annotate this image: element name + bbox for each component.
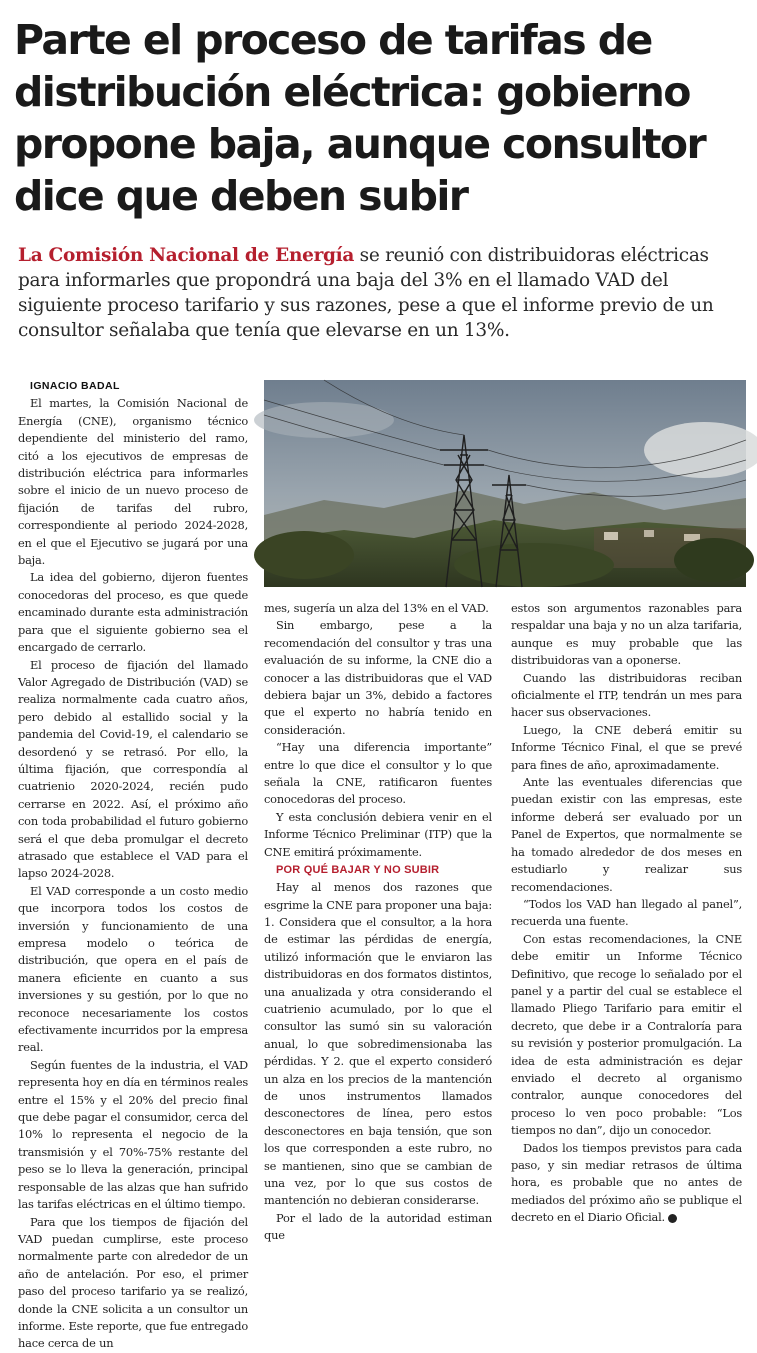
paragraph-final [511,1140,742,1227]
headline-line-2: distribución eléctrica: gobierno [14,68,690,116]
article-lead [18,243,746,343]
end-of-article-icon: P [668,1214,677,1223]
paragraph: Sin embargo, pese a la recomendación del consultor y tras una evaluación de su informe, la CNE dio a conocer a las distribuidoras que el VAD debiera bajar un 3%, debido a factores que el experto no habría tenido en consideración. [264,618,492,737]
section-subhead: POR QUÉ BAJAR Y NO SUBIR [276,864,440,877]
paragraph: Hay al menos dos razones que esgrime la CNE para proponer una baja: 1. Considera que el consultor, a la hora de estimar las pérdidas de energía, utilizó información que le enviaron las distribuidoras en dos formatos distintos, una anualizada y otra considerando el cuatrienio acumulado, por lo que el consultor las sumó sin su valoración anual, lo que sobredimensionaba las pérdidas. Y 2. que el experto consideró un alza en los precios de la mantención de unos instrumentos llamados desconectores de línea, pero estos desconectores en baja tensión, que son los que corresponden a este rubro, no se mantienen, sino que se cambian de una vez, por lo que sus costos de mantención no debieran considerarse. [264,880,492,1208]
paragraph: Luego, la CNE deberá emitir su Informe Técnico Final, el que se prevé para fines de año, aproximadamente. [511,722,742,772]
paragraph: Ante las eventuales diferencias que puedan existir con las empresas, este informe deberá ser evaluado por un Panel de Expertos, que normalmente se ha tomado alrededor de dos meses en estudiarlo y realizar sus recomendaciones. [511,775,742,894]
column-1 [18,378,248,1353]
headline-line-4: dice que deben subir [14,172,468,220]
column-2 [264,600,492,1245]
paragraph: El VAD corresponde a un costo medio que incorpora todos los costos de inversión y funcionamiento de una empresa modelo o teórica de distribución, que opera en el país de manera eficiente en cuanto a sus inversiones y su gestión, por lo que no reconoce necesariamente los costos efectivamente incurridos por la empresa real. [18,883,248,1055]
paragraph: “Todos los VAD han llegado al panel”, recuerda una fuente. [511,896,742,929]
paragraph: Y esta conclusión debiera venir en el Informe Técnico Preliminar (ITP) que la CNE emitirá próximamente. [264,809,492,859]
lead-text: se reunió con distribuidoras eléctricas para informarles que propondrá una baja del 3% en el llamado VAD del siguiente proceso tarifario y sus razones, pese a que el informe previo de un consultor señalaba que tenía que elevarse en un 13%. [18,245,714,341]
paragraph: El martes, la Comisión Nacional de Energía (CNE), organismo técnico dependiente del ministerio del ramo, citó a los ejecutivos de empresas de distribución eléctrica para informarles sobre el inicio de un nuevo proceso de fijación de tarifas del rubro, correspondiente al periodo 2024-2028, en el que el Ejecutivo se jugará por una baja. [18,396,248,568]
paragraph: Con estas recomendaciones, la CNE debe emitir un Informe Técnico Definitivo, que recoge lo señalado por el panel y a partir del cual se establece el llamado Pliego Tarifario para emitir el decreto, que debe ir a Contraloría para su revisión y posterior promulgación. La idea de esta administración es dejar enviado el decreto al organismo contralor, aunque conocedores del proceso lo ven poco probable: “Los tiempos no dan”, dijo un conocedor. [511,931,742,1138]
headline-line-3: propone baja, aunque consultor [14,120,706,168]
article-headline [14,14,749,222]
article-photo [264,380,746,587]
paragraph: mes, sugería un alza del 13% en el VAD. [264,601,489,615]
paragraph: La idea del gobierno, dijeron fuentes conocedoras del proceso, es que quede encaminado durante esta administración para que el siguiente gobierno sea el encargado de cerrarlo. [18,570,248,655]
column-3 [511,600,742,1227]
lead-highlight: La Comisión Nacional de Energía [18,245,355,266]
paragraph-final-text: Dados los tiempos previstos para cada paso, y sin mediar retrasos de última hora, es probable que no antes de mediados del próximo año se publique el decreto en el Diario Oficial. [511,1140,742,1225]
paragraph: Según fuentes de la industria, el VAD representa hoy en día en términos reales entre el 15% y el 20% del precio final que debe pagar el consumidor, cerca del 10% lo representa el negocio de la transmisión y el 70%-75% restante del peso se lo lleva la generación, principal responsable de las alzas que han sufrido las tarifas eléctricas en el último tiempo. [18,1057,248,1212]
paragraph: Por el lado de la autoridad estiman que [264,1210,492,1243]
byline: IGNACIO BADAL [30,380,120,392]
paragraph: estos son argumentos razonables para respaldar una baja y no un alza tarifaria, aunque es muy probable que las distribuidoras van a oponerse. [511,601,742,668]
headline-line-1: Parte el proceso de tarifas de [14,16,652,64]
paragraph: Para que los tiempos de fijación del VAD puedan cumplirse, este proceso normalmente parte con alrededor de un año de antelación. Por eso, el primer paso del proceso tarifario ya se realizó, donde la CNE solicita a un consultor un informe. Este reporte, que fue entregado hace cerca de un [18,1214,248,1351]
paragraph: El proceso de fijación del llamado Valor Agregado de Distribución (VAD) se realiza normalmente cada cuatro años, pero debido al estallido social y la pandemia del Covid-19, el calendario se desordenó y se retrasó. Por ello, la última fijación, que correspondía al cuatrienio 2020-2024, recién pudo cerrarse en 2022. Así, el próximo año con toda probabilidad el futuro gobierno será el que deba promulgar el decreto atrasado que establece el VAD para el lapso 2024-2028. [18,657,248,881]
paragraph: “Hay una diferencia importante” entre lo que dice el consultor y lo que señala la CNE, ratificaron fuentes conocedoras del proceso. [264,740,492,807]
paragraph: Cuando las distribuidoras reciban oficialmente el ITP, tendrán un mes para hacer sus observaciones. [511,670,742,720]
